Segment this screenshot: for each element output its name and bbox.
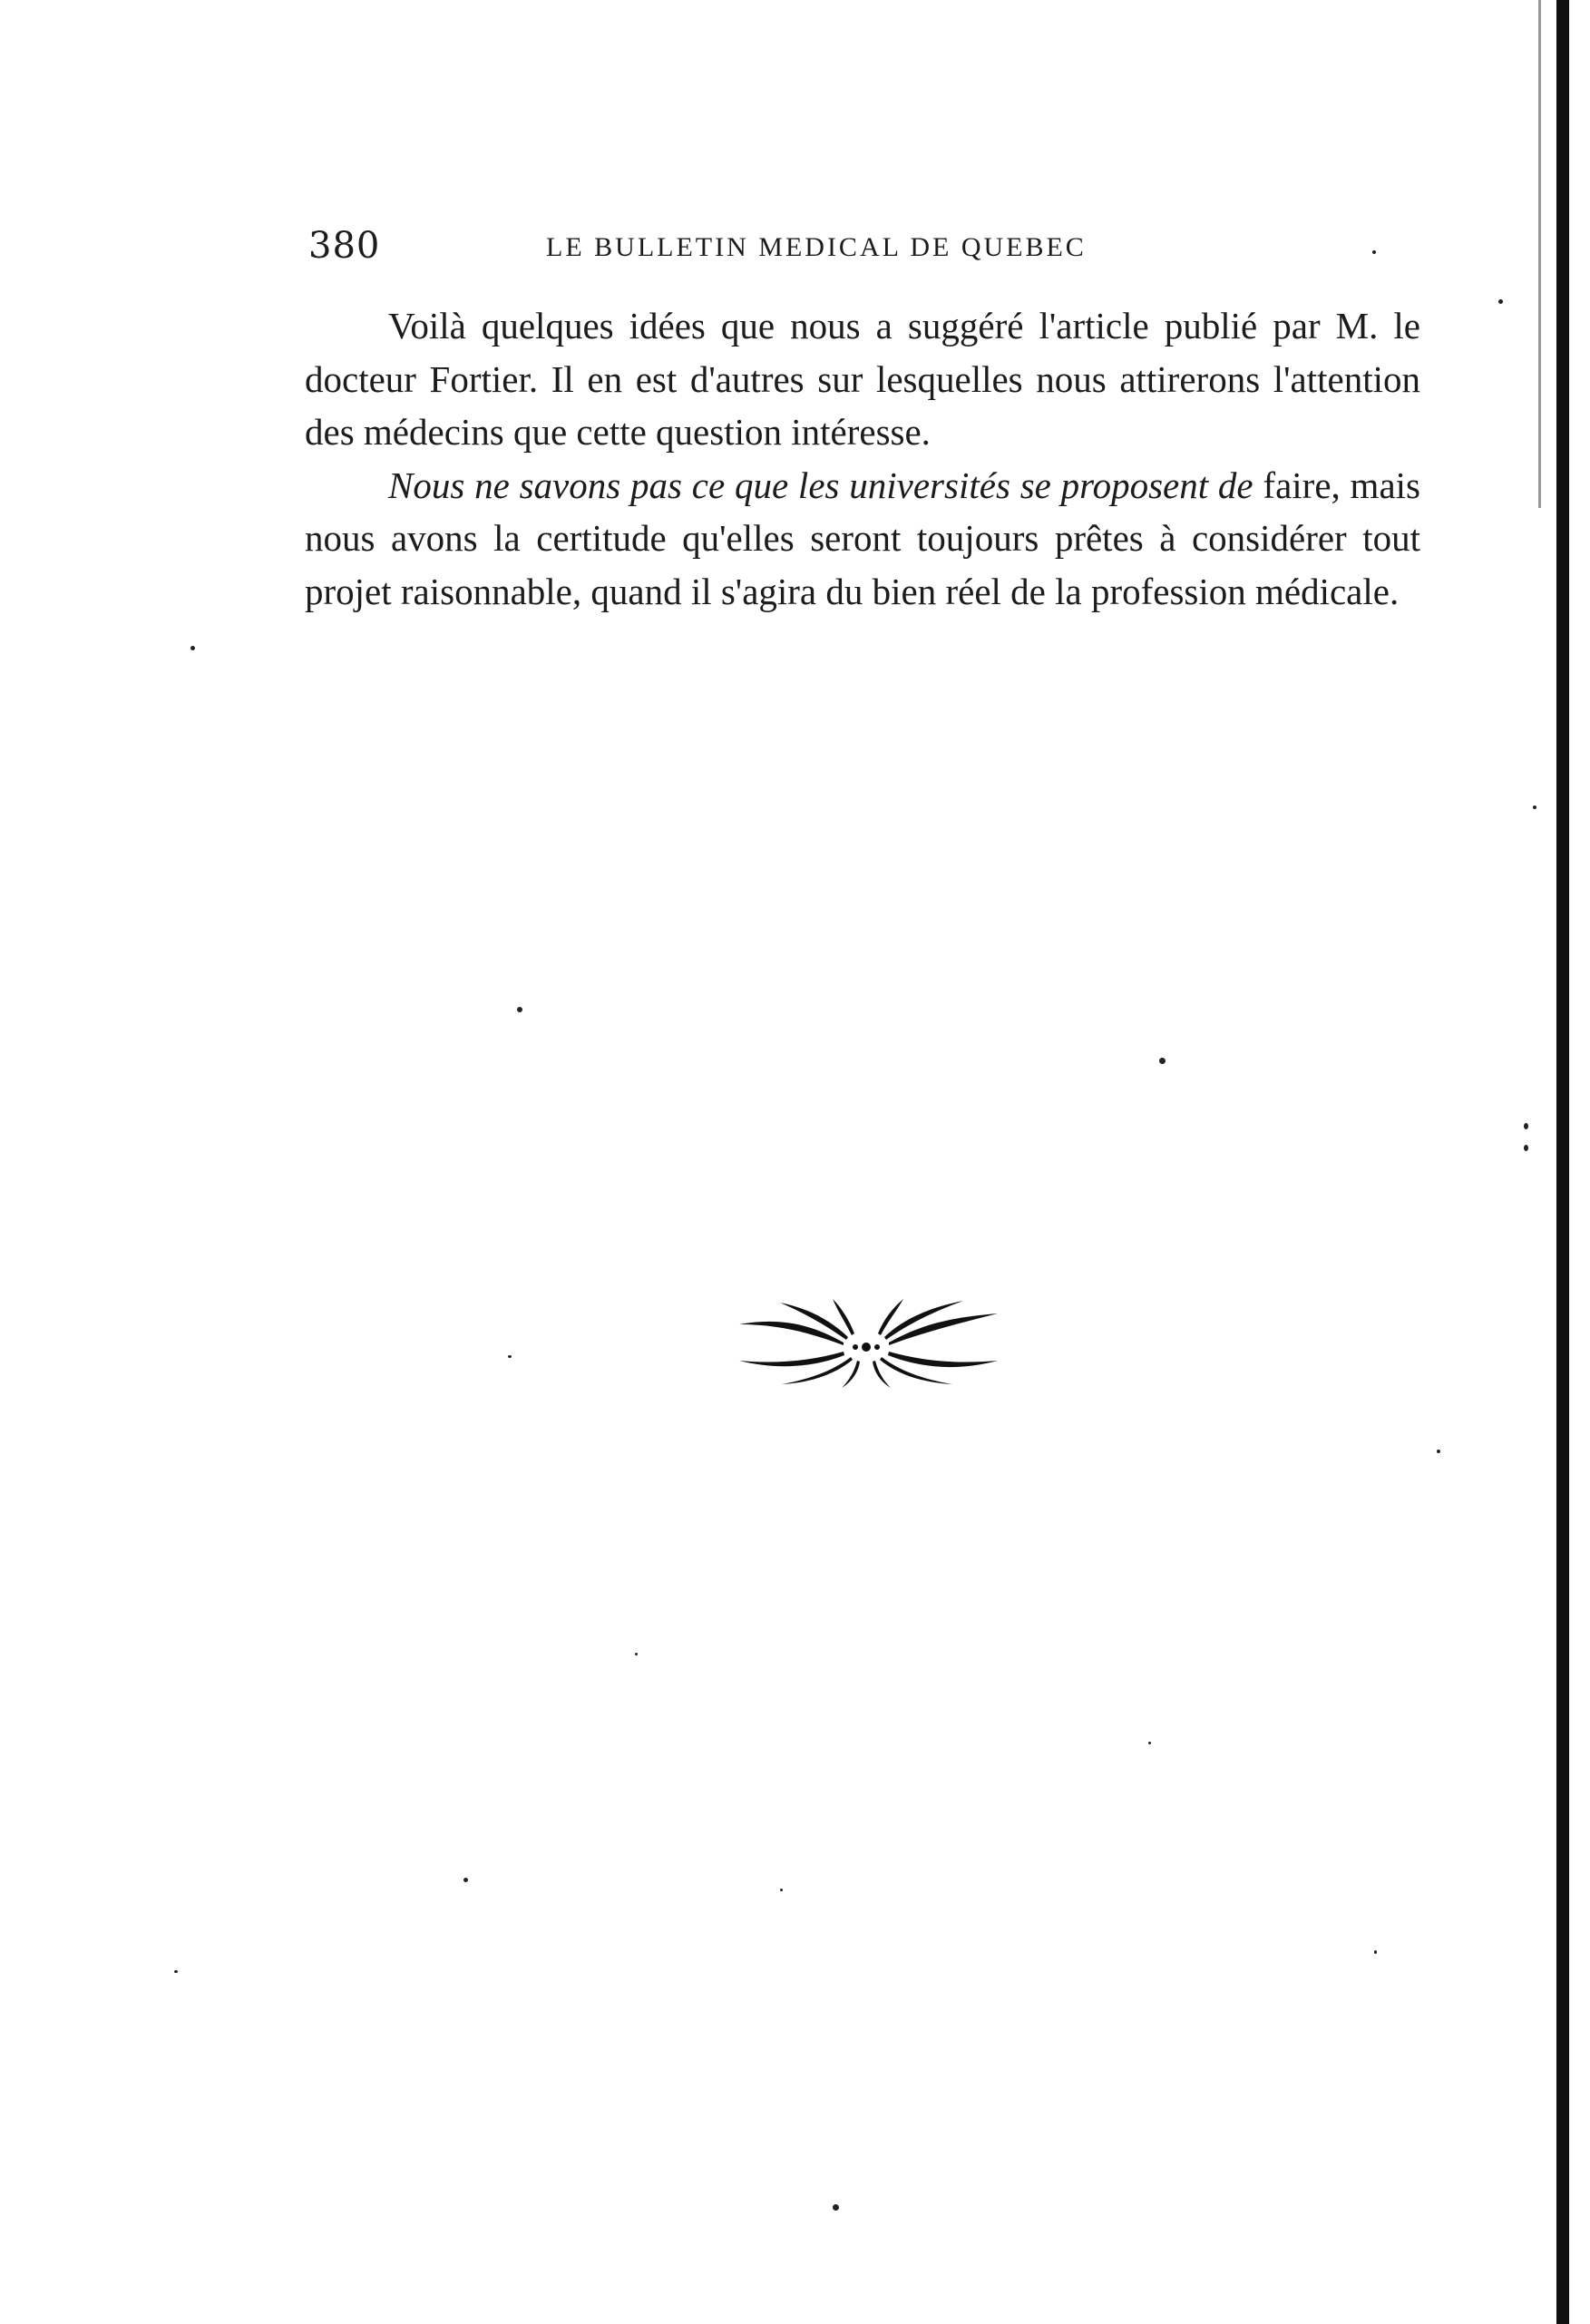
page-edge-shadow — [1556, 0, 1569, 2324]
scan-speck — [463, 1878, 468, 1882]
scan-speck — [1437, 1450, 1440, 1453]
paragraph-2-rest: faire, mais nous avons la certitude qu'elles seront toujours prêtes à considérer tout projet raisonnable, quand il s'agira du bien réel de la profession médicale. — [305, 464, 1420, 612]
scan-speck — [1148, 1742, 1151, 1744]
running-header — [308, 225, 1415, 276]
scan-speck — [1533, 806, 1536, 809]
scan-speck — [833, 2204, 839, 2211]
paragraph-2-italic-lead: Nous ne savons pas ce que les universités se proposent de — [388, 464, 1253, 506]
scan-speck — [1524, 1145, 1528, 1151]
scan-speck — [1374, 1950, 1377, 1954]
scan-speck — [1524, 1123, 1528, 1129]
fleuron-ornament-icon — [726, 1297, 1007, 1397]
paragraph-2 — [305, 459, 1420, 619]
scan-speck — [1498, 299, 1503, 304]
scan-speck — [174, 1970, 178, 1973]
scan-speck — [1372, 250, 1376, 254]
running-title: LE BULLETIN MEDICAL DE QUEBEC — [546, 232, 1087, 262]
scan-speck — [1159, 1058, 1166, 1064]
page-edge-line — [1538, 0, 1541, 508]
scan-speck — [508, 1355, 512, 1358]
scan-speck — [190, 646, 195, 650]
scan-speck — [780, 1889, 783, 1891]
scan-speck — [517, 1007, 522, 1012]
page-number: 380 — [308, 225, 381, 267]
paragraph-1: Voilà quelques idées que nous a suggéré l'article publié par M. le docteur Fortier. Il en est d'autres sur lesquelles nous attirerons l'attention des médecins que cette question intéresse. — [305, 305, 1420, 453]
body-text — [305, 299, 1420, 618]
scan-speck — [635, 1653, 638, 1655]
